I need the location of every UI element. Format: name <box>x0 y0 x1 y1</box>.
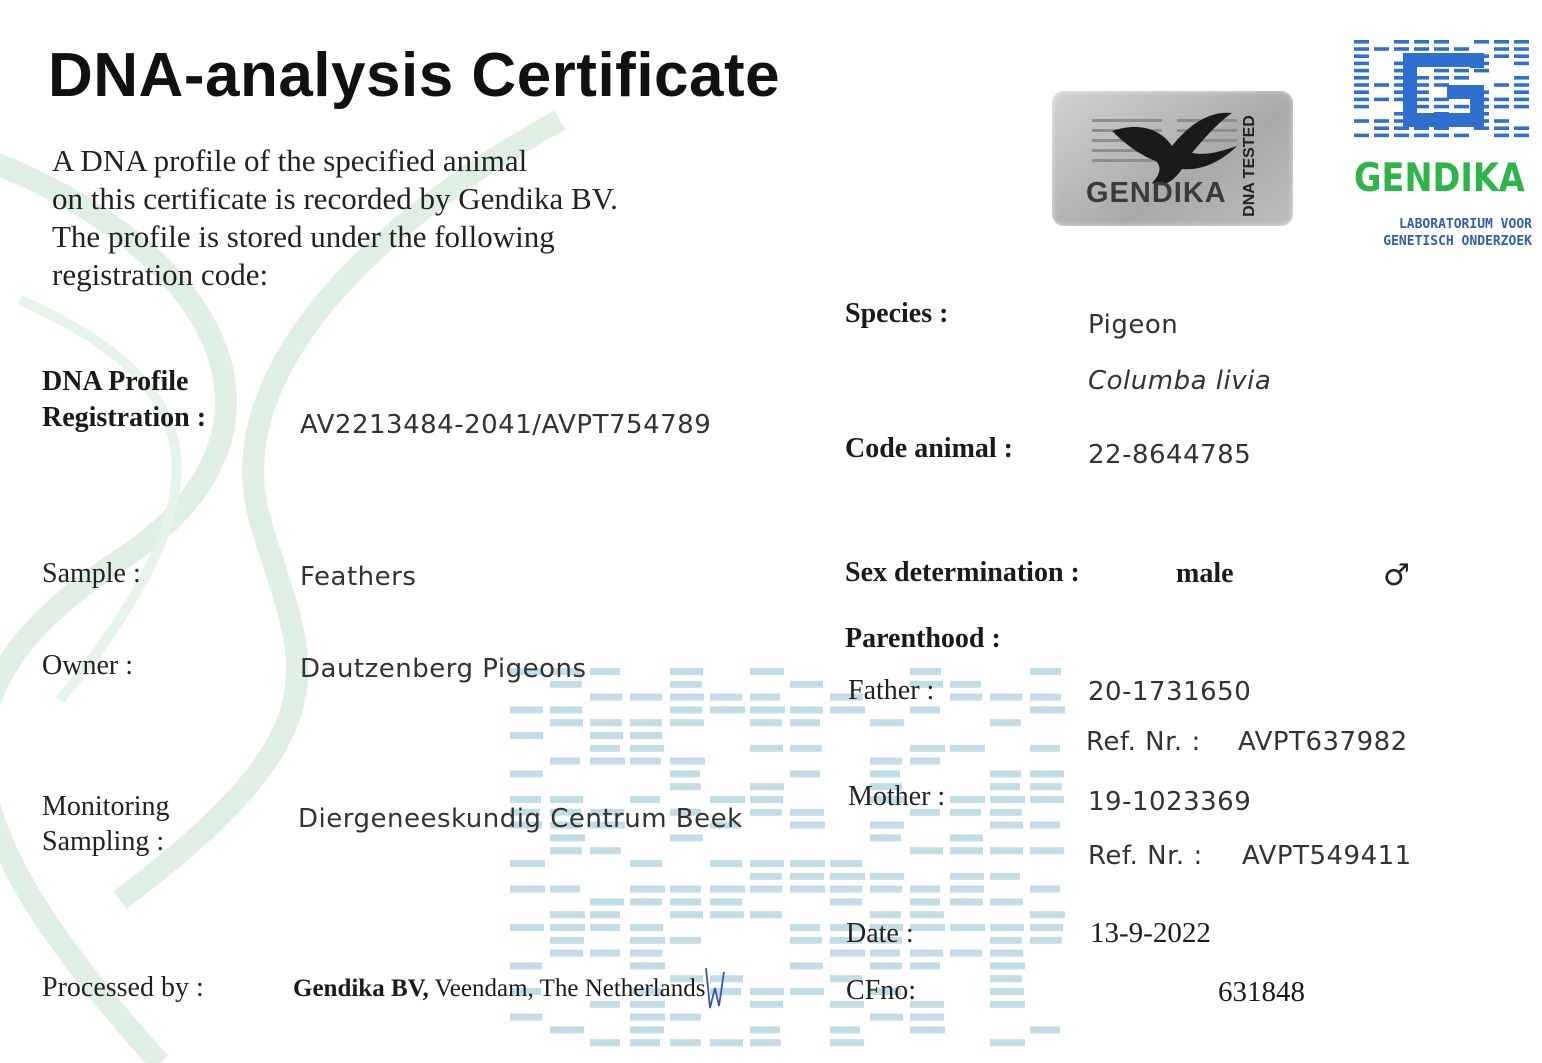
monitoring-label: Sampling : <box>42 826 165 857</box>
logo-subtitle-line: GENETISCH ONDERZOEK <box>1383 234 1532 249</box>
intro-line: registration code: <box>52 257 269 292</box>
species-common: Pigeon <box>1088 310 1179 340</box>
processed-company: Gendika BV, <box>293 975 429 1002</box>
registration-label: DNA Profile <box>42 366 189 397</box>
sample-value: Feathers <box>300 562 417 592</box>
owner-label: Owner : <box>42 650 133 681</box>
mother-value: 19-1023369 <box>1088 787 1252 817</box>
logo-subtitle <box>1356 216 1532 250</box>
mother-ref-label: Ref. Nr. : <box>1088 841 1203 871</box>
intro-line: A DNA profile of the specified animal <box>52 143 528 178</box>
badge-brand: GENDIKA <box>1086 177 1227 209</box>
logo-subtitle-line: LABORATORIUM VOOR <box>1398 217 1532 232</box>
registration-value: AV2213484-2041/AVPT754789 <box>300 410 712 440</box>
cfno-label: CFno: <box>846 975 917 1006</box>
parenthood-label: Parenthood : <box>845 623 1001 654</box>
sex-label: Sex determination : <box>845 557 1080 588</box>
gendika-logo-mark <box>1352 38 1532 142</box>
mother-ref-value: AVPT549411 <box>1242 841 1412 871</box>
father-ref-label: Ref. Nr. : <box>1086 727 1201 757</box>
species-label: Species : <box>845 298 949 329</box>
dna-tested-badge <box>1052 91 1293 226</box>
male-symbol-icon: ♂ <box>1383 558 1410 593</box>
registration-label: Registration : <box>42 402 207 433</box>
monitoring-label: Monitoring <box>42 791 170 822</box>
logo-name: GENDIKA <box>1354 156 1525 201</box>
processed-location: Veendam, The Netherlands <box>428 975 706 1002</box>
monitoring-value: Diergeneeskundig Centrum Beek <box>298 804 743 834</box>
intro-paragraph <box>52 142 752 294</box>
owner-value: Dautzenberg Pigeons <box>300 654 587 684</box>
mother-label: Mother : <box>848 781 946 812</box>
intro-line: The profile is stored under the following <box>52 219 555 254</box>
processed-value <box>293 975 706 1003</box>
code-animal-value: 22-8644785 <box>1088 440 1252 470</box>
certificate-title: DNA-analysis Certificate <box>48 41 781 110</box>
intro-line: on this certificate is recorded by Gendika BV. <box>52 181 618 216</box>
sample-label: Sample : <box>42 558 141 589</box>
sex-value: male <box>1176 558 1234 589</box>
cfno-value: 631848 <box>1218 976 1305 1008</box>
father-value: 20-1731650 <box>1088 677 1252 707</box>
father-label: Father : <box>848 675 935 706</box>
date-value: 13-9-2022 <box>1090 917 1211 949</box>
badge-tag: DNA TESTED <box>1241 115 1258 217</box>
species-latin: Columba livia <box>1088 366 1272 396</box>
date-label: Date : <box>846 918 914 949</box>
father-ref-value: AVPT637982 <box>1238 727 1408 757</box>
processed-label: Processed by : <box>42 972 204 1003</box>
signature-mark <box>704 966 726 1012</box>
code-animal-label: Code animal : <box>845 433 1013 464</box>
